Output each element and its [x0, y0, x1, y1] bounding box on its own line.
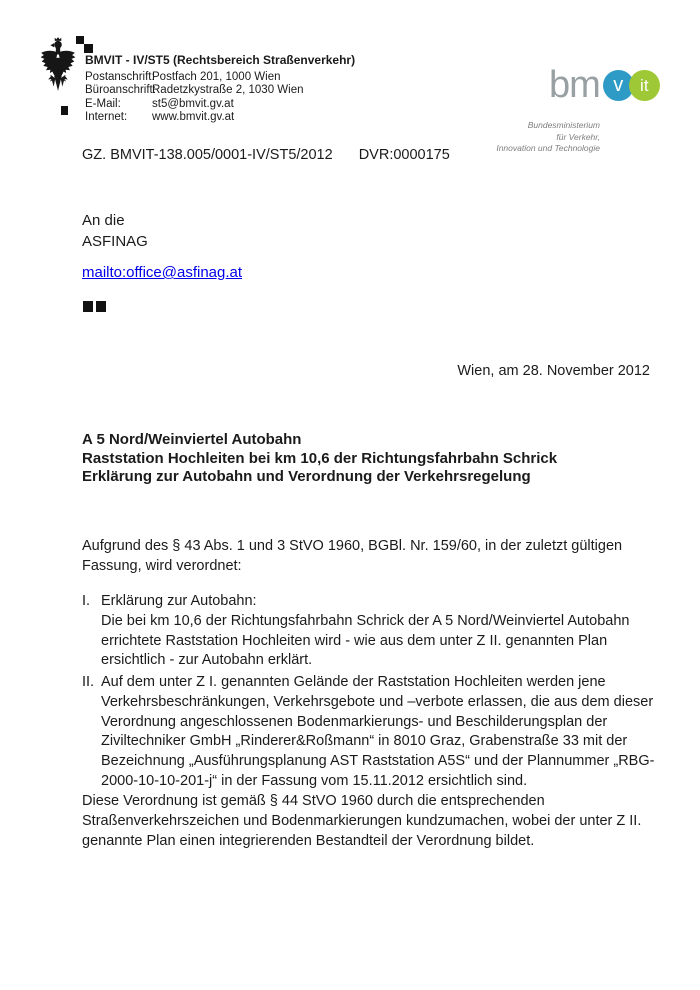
reference-line — [82, 147, 450, 163]
bmvit-logo-v-circle: v — [603, 70, 634, 101]
austrian-eagle-icon — [40, 36, 76, 98]
file-number: GZ. BMVIT-138.005/0001-IV/ST5/2012 — [82, 147, 333, 163]
item-content — [101, 592, 658, 671]
subject-line: A 5 Nord/Weinviertel Autobahn — [82, 431, 302, 448]
masthead — [85, 54, 355, 125]
org-title: BMVIT - IV/ST5 (Rechtsbereich Straßenverkehr) — [85, 53, 356, 67]
bmvit-logo-caption — [430, 120, 600, 155]
square-mark-icon — [83, 301, 93, 312]
subject-line: Erklärung zur Autobahn und Verordnung der Verkehrsregelung — [82, 468, 531, 485]
bmvit-logo — [549, 66, 660, 104]
contact-value: Postfach 201, 1000 Wien — [152, 70, 281, 83]
ordered-item-1 — [82, 592, 658, 671]
item-heading: Erklärung zur Autobahn: — [101, 593, 257, 609]
contact-value: Radetzkystraße 2, 1030 Wien — [152, 84, 304, 97]
item-content — [101, 673, 658, 792]
square-mark-icon — [96, 301, 106, 312]
recipient-block — [82, 211, 148, 252]
bmvit-logo-bm: bm — [549, 64, 600, 106]
ordered-item-2 — [82, 673, 658, 792]
contact-label: Postanschrift: — [85, 70, 155, 83]
contact-value: www.bmvit.gv.at — [152, 111, 235, 124]
contact-row — [85, 111, 355, 125]
caption-line: Bundesministerium — [527, 120, 600, 130]
intro-paragraph: Aufgrund des § 43 Abs. 1 und 3 StVO 1960, BGBl. Nr. 159/60, in der zuletzt gültigen Fassung, wird verordnet: — [82, 538, 623, 574]
recipient-salutation: An die — [82, 212, 125, 229]
square-mark-icon — [76, 36, 84, 44]
subject-block — [82, 431, 557, 487]
contact-row — [85, 84, 355, 98]
item-numeral: II. — [82, 674, 95, 690]
contact-row — [85, 71, 355, 85]
contact-value: st5@bmvit.gv.at — [152, 97, 234, 110]
caption-line: für Verkehr, — [556, 131, 600, 142]
contact-row — [85, 98, 355, 112]
square-mark-icon — [61, 106, 68, 115]
item-text: Auf dem unter Z I. genannten Gelände der Raststation Hochleiten werden jene Verkehrsbeschränkungen, Verkehrsgebote und –verbote erlassen, die aus dem dieser Verordnung angeschlossenen Bodenmarkierungs- und Beschilderungsplan der Ziviltechniker GmbH „Rinderer&Roßmann“ in 8010 Graz, Grabenstraße 33 mit der Bezeichnung „Ausführungsplanung AST Raststation A5S“ und der Plannummer „RBG-2000-10-10-201-j“ in der Fassung vom 15.11.2012 ersichtlich sind. — [101, 674, 655, 789]
contact-label: E-Mail: — [85, 97, 121, 110]
item-text: Die bei km 10,6 der Richtungsfahrbahn Schrick der A 5 Nord/Weinviertel Autobahn errichtete Raststation Hochleiten wird - wie aus dem unter Z II. genannten Plan ersichtlich - zur Autobahn erklärt. — [101, 612, 630, 669]
subject-line: Raststation Hochleiten bei km 10,6 der Richtungsfahrbahn Schrick — [82, 449, 558, 467]
email-link-wrap — [82, 264, 242, 281]
contact-label: Büroanschrift: — [85, 84, 156, 97]
item-numeral: I. — [82, 593, 91, 609]
recipient-email-link[interactable]: mailto:office@asfinag.at — [82, 264, 243, 281]
contact-label: Internet: — [85, 111, 128, 124]
square-mark-icon — [84, 44, 93, 53]
caption-line: Innovation und Technologie — [496, 143, 600, 153]
date-line: Wien, am 28. November 2012 — [457, 363, 650, 379]
recipient-name: ASFINAG — [82, 232, 148, 250]
closing-paragraph: Diese Verordnung ist gemäß § 44 StVO 1960 durch die entsprechenden Straßenverkehrszeichen und Bodenmarkierungen kundzumachen, wobei der unter Z II. genannte Plan einen integrierenden Bestandteil der Verordnung bildet. — [82, 793, 642, 849]
dvr-number: DVR:0000175 — [358, 147, 450, 163]
bmvit-logo-it-circle: it — [629, 70, 660, 101]
